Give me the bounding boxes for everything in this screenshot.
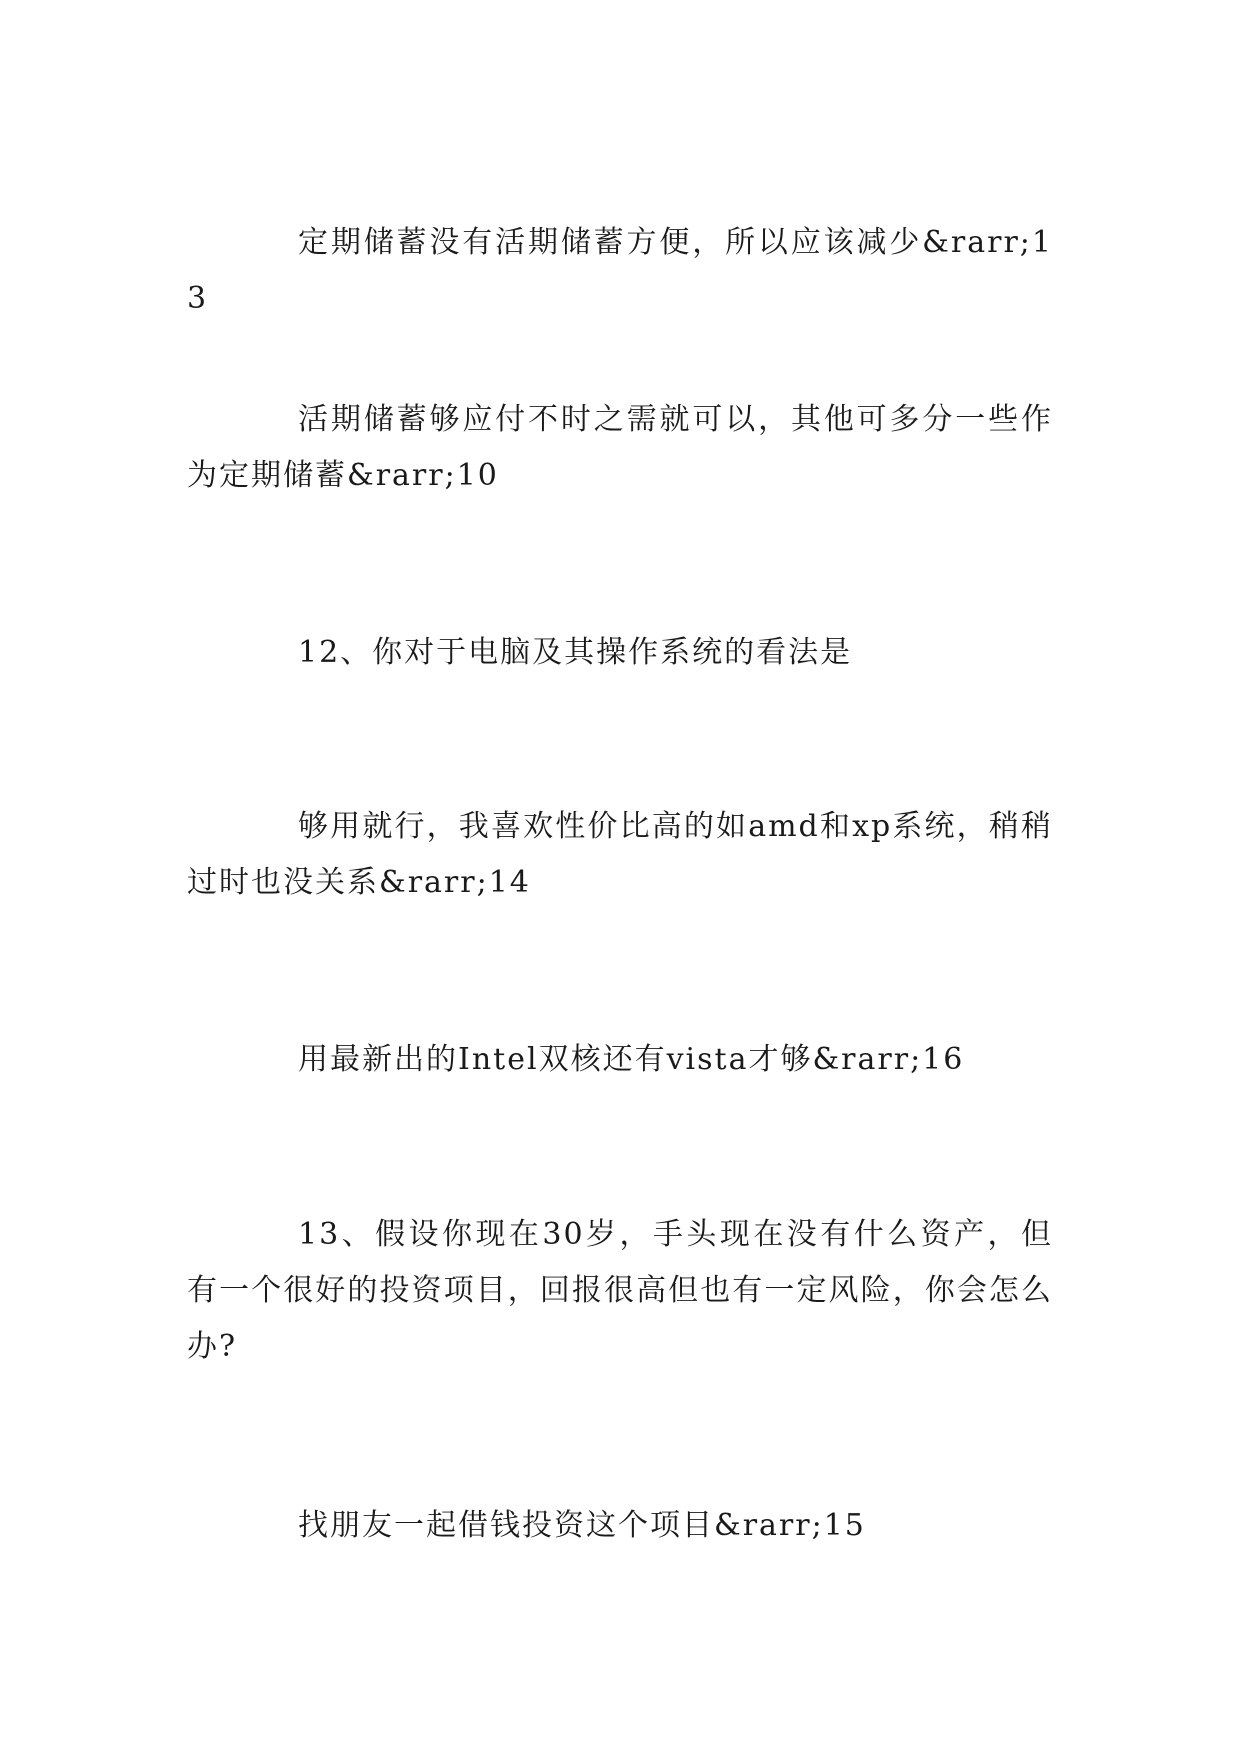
- option-paragraph: 找朋友一起借钱投资这个项目&rarr;15: [298, 1508, 866, 1543]
- option-paragraph: 活期储蓄够应付不时之需就可以，其他可多分一些作为定期储蓄&rarr;10: [187, 402, 1053, 493]
- option-paragraph: 定期储蓄没有活期储蓄方便，所以应该减少&rarr;13: [187, 225, 1053, 316]
- question-paragraph: 13、假设你现在30岁，手头现在没有什么资产，但有一个很好的投资项目，回报很高但也有一定风险，你会怎么办?: [187, 1217, 1053, 1364]
- question-paragraph: 12、你对于电脑及其操作系统的看法是: [298, 635, 853, 670]
- option-paragraph: 用最新出的Intel双核还有vista才够&rarr;16: [298, 1042, 965, 1077]
- option-paragraph: 够用就行，我喜欢性价比高的如amd和xp系统，稍稍过时也没关系&rarr;14: [187, 809, 1053, 900]
